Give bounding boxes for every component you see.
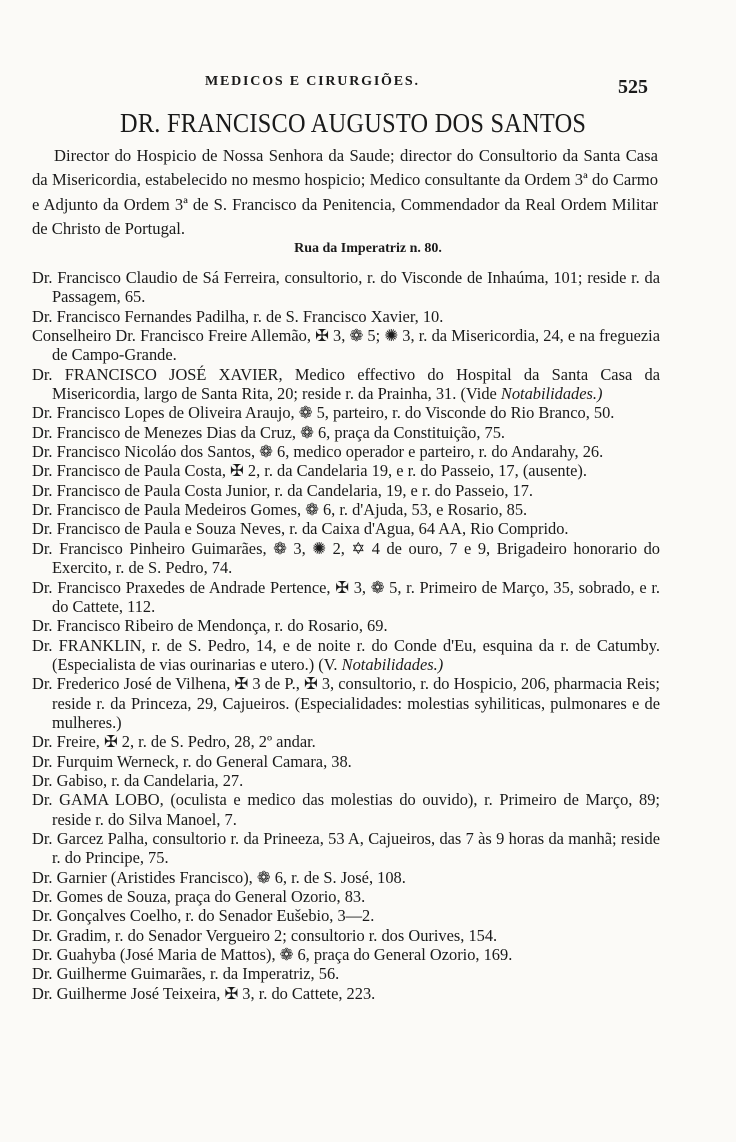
entry-text: Francisco Pinheiro Guimarães, ❁ 3, ✺ 2, ✡ 4 de ouro, 7 e 9, Brigadeiro honorario do Exercito, r. de S. Pedro, 74. xyxy=(52,538,661,578)
list-item xyxy=(32,539,660,578)
list-item xyxy=(32,964,660,983)
list-item xyxy=(32,945,660,964)
entry-title: Dr. xyxy=(32,616,53,636)
entry-text: Garcez Palha, consultorio r. da Prineeza, 53 A, Cajueiros, das 7 às 9 horas da manhã; reside r. do Principe, 75. xyxy=(52,828,660,868)
entry-title: Dr. xyxy=(32,828,53,848)
entry-title: Dr. xyxy=(32,751,53,771)
list-item xyxy=(32,732,660,751)
list-item xyxy=(32,326,660,365)
entry-text: Freire, ✠ 2, r. de S. Pedro, 28, 2º andar. xyxy=(56,732,316,752)
list-item xyxy=(32,771,660,790)
entry-note: Notabilidades.) xyxy=(500,384,603,404)
entry-title: Dr. xyxy=(32,867,53,887)
entry-title: Conselheiro Dr. xyxy=(32,326,136,346)
list-item xyxy=(32,887,660,906)
entry-text: FRANCISCO JOSÉ XAVIER, Medico effectivo do Hospital da Santa Casa da Misericordia, largo de Santa Rita, 20; reside r. da Prainha, 31. (Vide xyxy=(52,364,660,404)
entry-title: Dr. xyxy=(32,364,53,384)
list-item xyxy=(32,461,660,480)
list-item xyxy=(32,674,660,732)
entry-title: Dr. xyxy=(32,945,53,965)
list-item xyxy=(32,906,660,925)
list-item xyxy=(32,752,660,771)
entry-text: Francisco Fernandes Padilha, r. de S. Francisco Xavier, 10. xyxy=(56,306,444,326)
entry-title: Dr. xyxy=(32,674,53,694)
list-item xyxy=(32,616,660,635)
entry-title: Dr. xyxy=(32,964,53,984)
entry-title: Dr. xyxy=(32,577,53,597)
entry-text: Francisco de Paula Medeiros Gomes, ❁ 6, r. d'Ajuda, 53, e Rosario, 85. xyxy=(56,500,528,520)
entry-text: Garnier (Aristides Francisco), ❁ 6, r. de S. José, 108. xyxy=(56,867,406,887)
entry-text: Francisco Lopes de Oliveira Araujo, ❁ 5, parteiro, r. do Visconde do Rio Branco, 50. xyxy=(56,403,615,423)
list-item xyxy=(32,519,660,538)
entry-title: Dr. xyxy=(32,480,53,500)
entry-text: Gonçalves Coelho, r. do Senador Eušebio, 3—2. xyxy=(56,906,375,926)
list-item xyxy=(32,442,660,461)
list-item xyxy=(32,481,660,500)
entry-title: Dr. xyxy=(32,519,53,539)
entry-text: Frederico José de Vilhena, ✠ 3 de P., ✠ 3, consultorio, r. do Hospicio, 206, pharmacia Reis; reside r. da Princeza, 29, Cajueiros. (Especialidades: molestias syhiliticas, pulmonares e de mulheres.) xyxy=(52,674,660,732)
list-item xyxy=(32,578,660,617)
entry-title: Dr. xyxy=(32,268,53,287)
list-item xyxy=(32,984,660,1003)
entry-title: Dr. xyxy=(32,461,53,481)
running-head: MEDICOS E CIRURGIÕES. xyxy=(205,74,420,89)
entry-title: Dr. xyxy=(32,403,53,423)
entry-text: Francisco de Paula Costa, ✠ 2, r. da Candelaria 19, e r. do Passeio, 17, (ausente). xyxy=(56,461,587,481)
list-item xyxy=(32,423,660,442)
entry-text: Francisco Praxedes de Andrade Pertence, ✠ 3, ❁ 5, r. Primeiro de Março, 35, sobrado, e r. do Cattete, 112. xyxy=(52,577,660,616)
entry-text: Guilherme Guimarães, r. da Imperatriz, 56. xyxy=(56,964,340,984)
list-item xyxy=(32,365,660,404)
entry-text: Francisco de Paula Costa Junior, r. da Candelaria, 19, e r. do Passeio, 17. xyxy=(56,480,534,500)
list-item xyxy=(32,403,660,422)
feature-title: DR. FRANCISCO AUGUSTO DOS SANTOS xyxy=(120,108,587,138)
feature-address: Rua da Imperatriz n. 80. xyxy=(294,241,442,256)
entry-title: Dr. xyxy=(32,770,53,790)
list-item xyxy=(32,790,660,829)
entry-note: Notabilidades.) xyxy=(341,654,444,674)
entry-text: Francisco de Menezes Dias da Cruz, ❁ 6, praça da Constituição, 75. xyxy=(56,422,506,442)
entry-title: Dr. xyxy=(32,635,53,655)
entry-text: FRANKLIN, r. de S. Pedro, 14, e de noite r. do Conde d'Eu, esquina da r. de Catumby. (Especialista de vias ourinarias e utero.) (V. xyxy=(52,635,660,674)
entry-title: Dr. xyxy=(32,732,53,752)
entry-title: Dr. xyxy=(32,538,53,558)
entry-title: Dr. xyxy=(32,500,53,520)
entry-text: Guahyba (José Maria de Mattos), ❁ 6, praça do General Ozorio, 169. xyxy=(56,945,513,965)
entry-title: Dr. xyxy=(32,306,53,326)
entry-text: Francisco Freire Allemão, ✠ 3, ❁ 5; ✺ 3, r. da Misericordia, 24, e na freguezia de Campo-Grande. xyxy=(52,326,660,365)
feature-description: Director do Hospicio de Nossa Senhora da Saude; director do Consultorio da Santa Casa da Misericordia, estabelecido no mesmo hospicio; Medico consultante da Ordem 3ª do Carmo e Adjunto da Ordem 3ª de S. Francisco da Penitencia, Commendador da Real Ordem Militar de Christo de Portugal. xyxy=(32,146,658,238)
list-item xyxy=(32,636,660,675)
entry-text: GAMA LOBO, (oculista e medico das molestias do ouvido), r. Primeiro de Março, 89; reside r. do Silva Manoel, 7. xyxy=(52,790,660,829)
list-item xyxy=(32,926,660,945)
entry-title: Dr. xyxy=(32,983,53,1003)
entry-text: Guilherme José Teixeira, ✠ 3, r. do Cattete, 223. xyxy=(56,983,376,1003)
list-item xyxy=(32,268,660,307)
entry-title: Dr. xyxy=(32,887,53,906)
entry-text: Gradim, r. do Senador Vergueiro 2; consultorio r. dos Ourives, 154. xyxy=(56,925,498,945)
entry-title: Dr. xyxy=(32,906,53,926)
entry-text: Francisco Claudio de Sá Ferreira, consultorio, r. do Visconde de Inhaúma, 101; reside r. da Passagem, 65. xyxy=(52,268,660,307)
list-item xyxy=(32,829,660,868)
entry-list xyxy=(32,268,660,1003)
entry-text: Gabiso, r. da Candelaria, 27. xyxy=(56,770,244,790)
page-number: 525 xyxy=(618,76,648,98)
entry-text: Gomes de Souza, praça do General Ozorio, 83. xyxy=(56,887,366,906)
list-item xyxy=(32,500,660,519)
entry-title: Dr. xyxy=(32,422,53,442)
list-item xyxy=(32,868,660,887)
entry-text: Furquim Werneck, r. do General Camara, 38. xyxy=(56,751,352,771)
list-item xyxy=(32,307,660,326)
entry-text: Francisco de Paula e Souza Neves, r. da Caixa d'Agua, 64 AA, Rio Comprido. xyxy=(56,519,569,539)
entry-title: Dr. xyxy=(32,442,53,462)
entry-title: Dr. xyxy=(32,925,53,945)
entry-text: Francisco Nicoláo dos Santos, ❁ 6, medico operador e parteiro, r. do Andarahy, 26. xyxy=(56,442,604,462)
entry-text: Francisco Ribeiro de Mendonça, r. do Rosario, 69. xyxy=(56,616,388,636)
entry-title: Dr. xyxy=(32,790,53,810)
